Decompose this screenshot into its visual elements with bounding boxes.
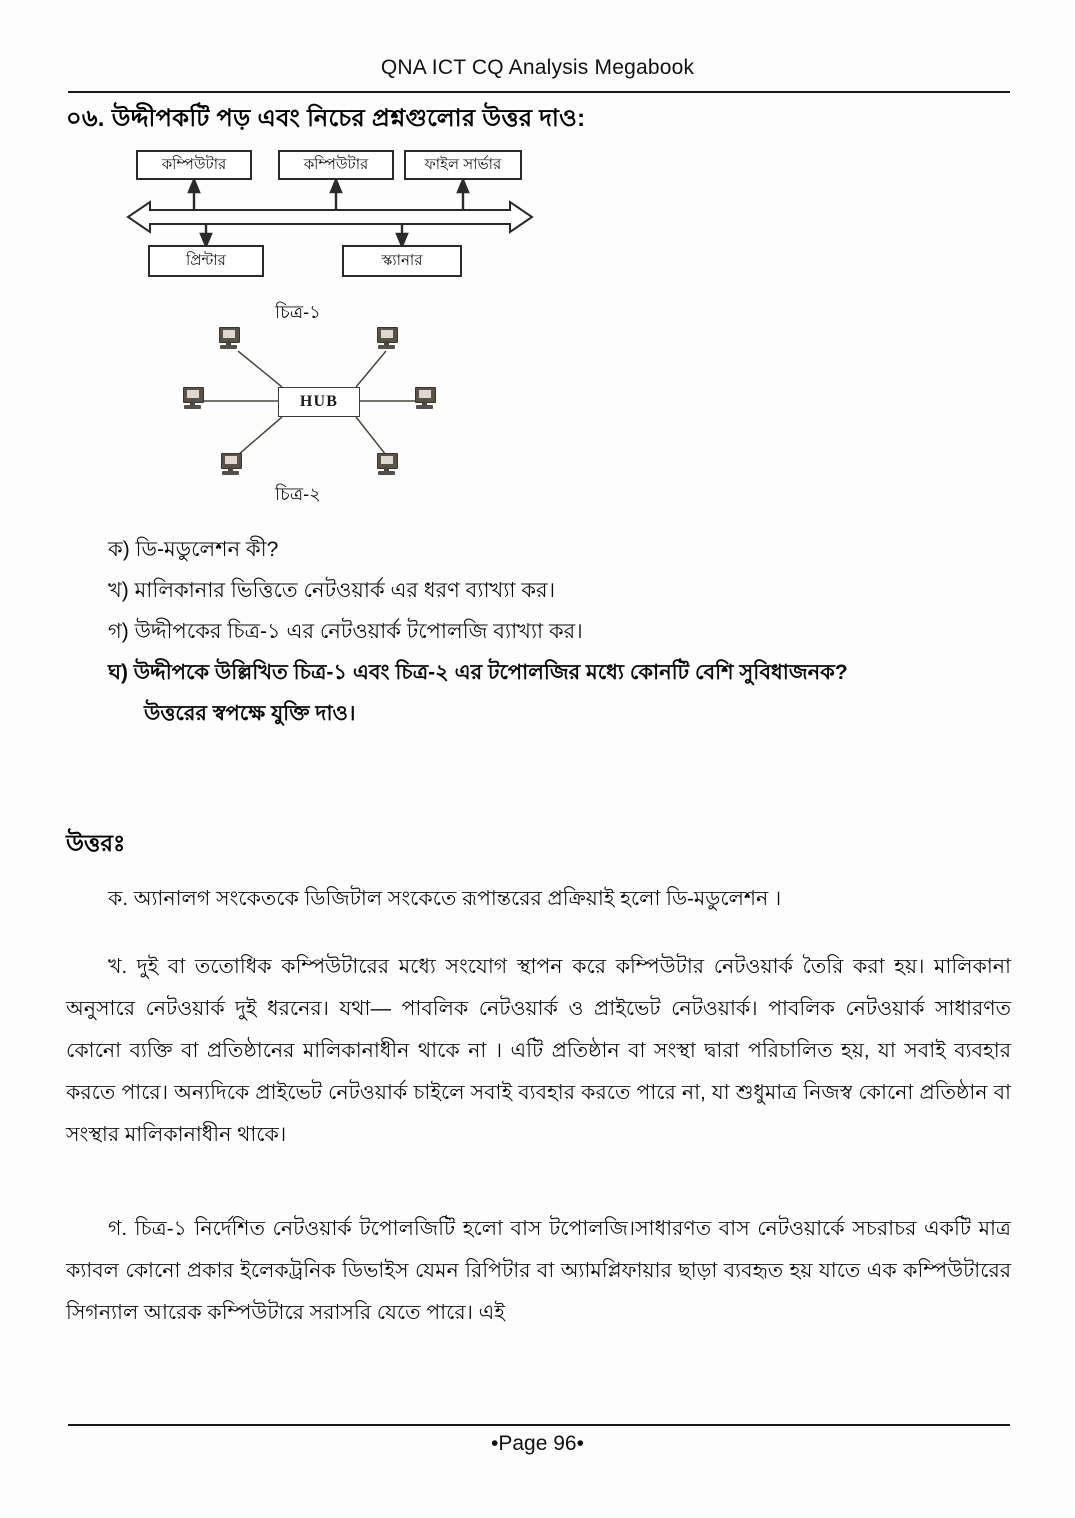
- computer-icon: [414, 387, 436, 409]
- stimulus-figures: [110, 140, 570, 520]
- answer-label: উত্তরঃ: [66, 830, 126, 856]
- computer-icon: [376, 327, 398, 349]
- computer-icon: [218, 327, 240, 349]
- question-item-ka: ক) ডি-মডুলেশন কী?: [108, 538, 279, 561]
- question-heading: ০৬. উদ্দীপকটি পড় এবং নিচের প্রশ্নগুলোর উত্তর দাও:: [66, 105, 586, 132]
- figure-bus-topology: [110, 140, 550, 315]
- figure2-caption: চিত্র-২: [275, 484, 321, 504]
- page-number: •Page 96•: [491, 1432, 584, 1455]
- question-item-kha: খ) মালিকানার ভিত্তিতে নেটওয়ার্ক এর ধরণ ব্যাখ্যা কর।: [108, 578, 556, 602]
- computer-icon: [376, 453, 398, 475]
- question-item-gha-continuation: উত্তরের স্বপক্ষে যুক্তি দাও।: [144, 701, 356, 725]
- page-header: [0, 56, 1075, 80]
- node-computer-1: কম্পিউটার: [136, 150, 252, 180]
- page-footer: [0, 1432, 1075, 1456]
- computer-icon: [182, 387, 204, 409]
- footer-divider: [68, 1424, 1010, 1426]
- answer-paragraph-kha: খ. দুই বা ততোধিক কম্পিউটারের মধ্যে সংযোগ স্থাপন করে কম্পিউটার নেটওয়ার্ক তৈরি করা হয়। মালিকানা অনুসারে নেটওয়ার্ক দুই ধরনের। যথা— পাবলিক নেটওয়ার্ক ও প্রাইভেট নেটওয়ার্ক। পাবলিক নেটওয়ার্ক সাধারণত কোনো ব্যক্তি বা প্রতিষ্ঠানের মালিকানাধীন থাকে না । এটি প্রতিষ্ঠান বা সংস্থা দ্বারা পরিচালিত হয়, যা সবাই ব্যবহার করতে পারে। অন্যদিকে প্রাইভেট নেটওয়ার্ক চাইলে সবাই ব্যবহার করতে পারে না, যা শুধুমাত্র নিজস্ব কোনো প্রতিষ্ঠান বা সংস্থার মালিকানাধীন থাকে।: [66, 955, 1011, 1147]
- computer-icon: [220, 453, 242, 475]
- question-item-gha: [108, 653, 1013, 735]
- header-divider: [68, 91, 1010, 93]
- answer-paragraph-ka: ক. অ্যানালগ সংকেতকে ডিজিটাল সংকেতে রূপান্তরের প্রক্রিয়াই হলো ডি-মডুলেশন ।: [108, 887, 782, 910]
- figure-star-topology: [190, 325, 450, 485]
- question-item-gha-text: ঘ) উদ্দীপকে উল্লিখিত চিত্র-১ এবং চিত্র-২ এর টপোলজির মধ্যে কোনটি বেশি সুবিধাজনক?: [108, 660, 848, 684]
- figure1-caption: চিত্র-১: [275, 302, 321, 322]
- node-computer-2: কম্পিউটার: [278, 150, 394, 180]
- answer-paragraph-ga: গ. চিত্র-১ নির্দেশিত নেটওয়ার্ক টপোলজিটি হলো বাস টপোলজি।সাধারণত বাস নেটওয়ার্কে সচরাচর একটি মাত্র ক্যাবল কোনো প্রকার ইলেকট্রনিক ডিভাইস যেমন রিপিটার বা অ্যামপ্লিফায়ার ছাড়া ব্যবহৃত হয় যাতে এক কম্পিউটারের সিগন্যাল আরেক কম্পিউটারে সরাসরি যেতে পারে। এই: [66, 1217, 1011, 1325]
- question-item-ga: গ) উদ্দীপকের চিত্র-১ এর নেটওয়ার্ক টপোলজি ব্যাখ্যা কর।: [108, 619, 583, 643]
- node-scanner: স্ক্যানার: [342, 245, 462, 277]
- node-printer: প্রিন্টার: [148, 245, 264, 277]
- node-file-server: ফাইল সার্ভার: [404, 150, 522, 180]
- hub-node: HUB: [278, 387, 360, 417]
- book-title: QNA ICT CQ Analysis Megabook: [380, 56, 695, 79]
- answer-body: [66, 878, 1011, 1360]
- bus-backbone-arrow: [128, 202, 532, 232]
- question-list: [108, 530, 1013, 735]
